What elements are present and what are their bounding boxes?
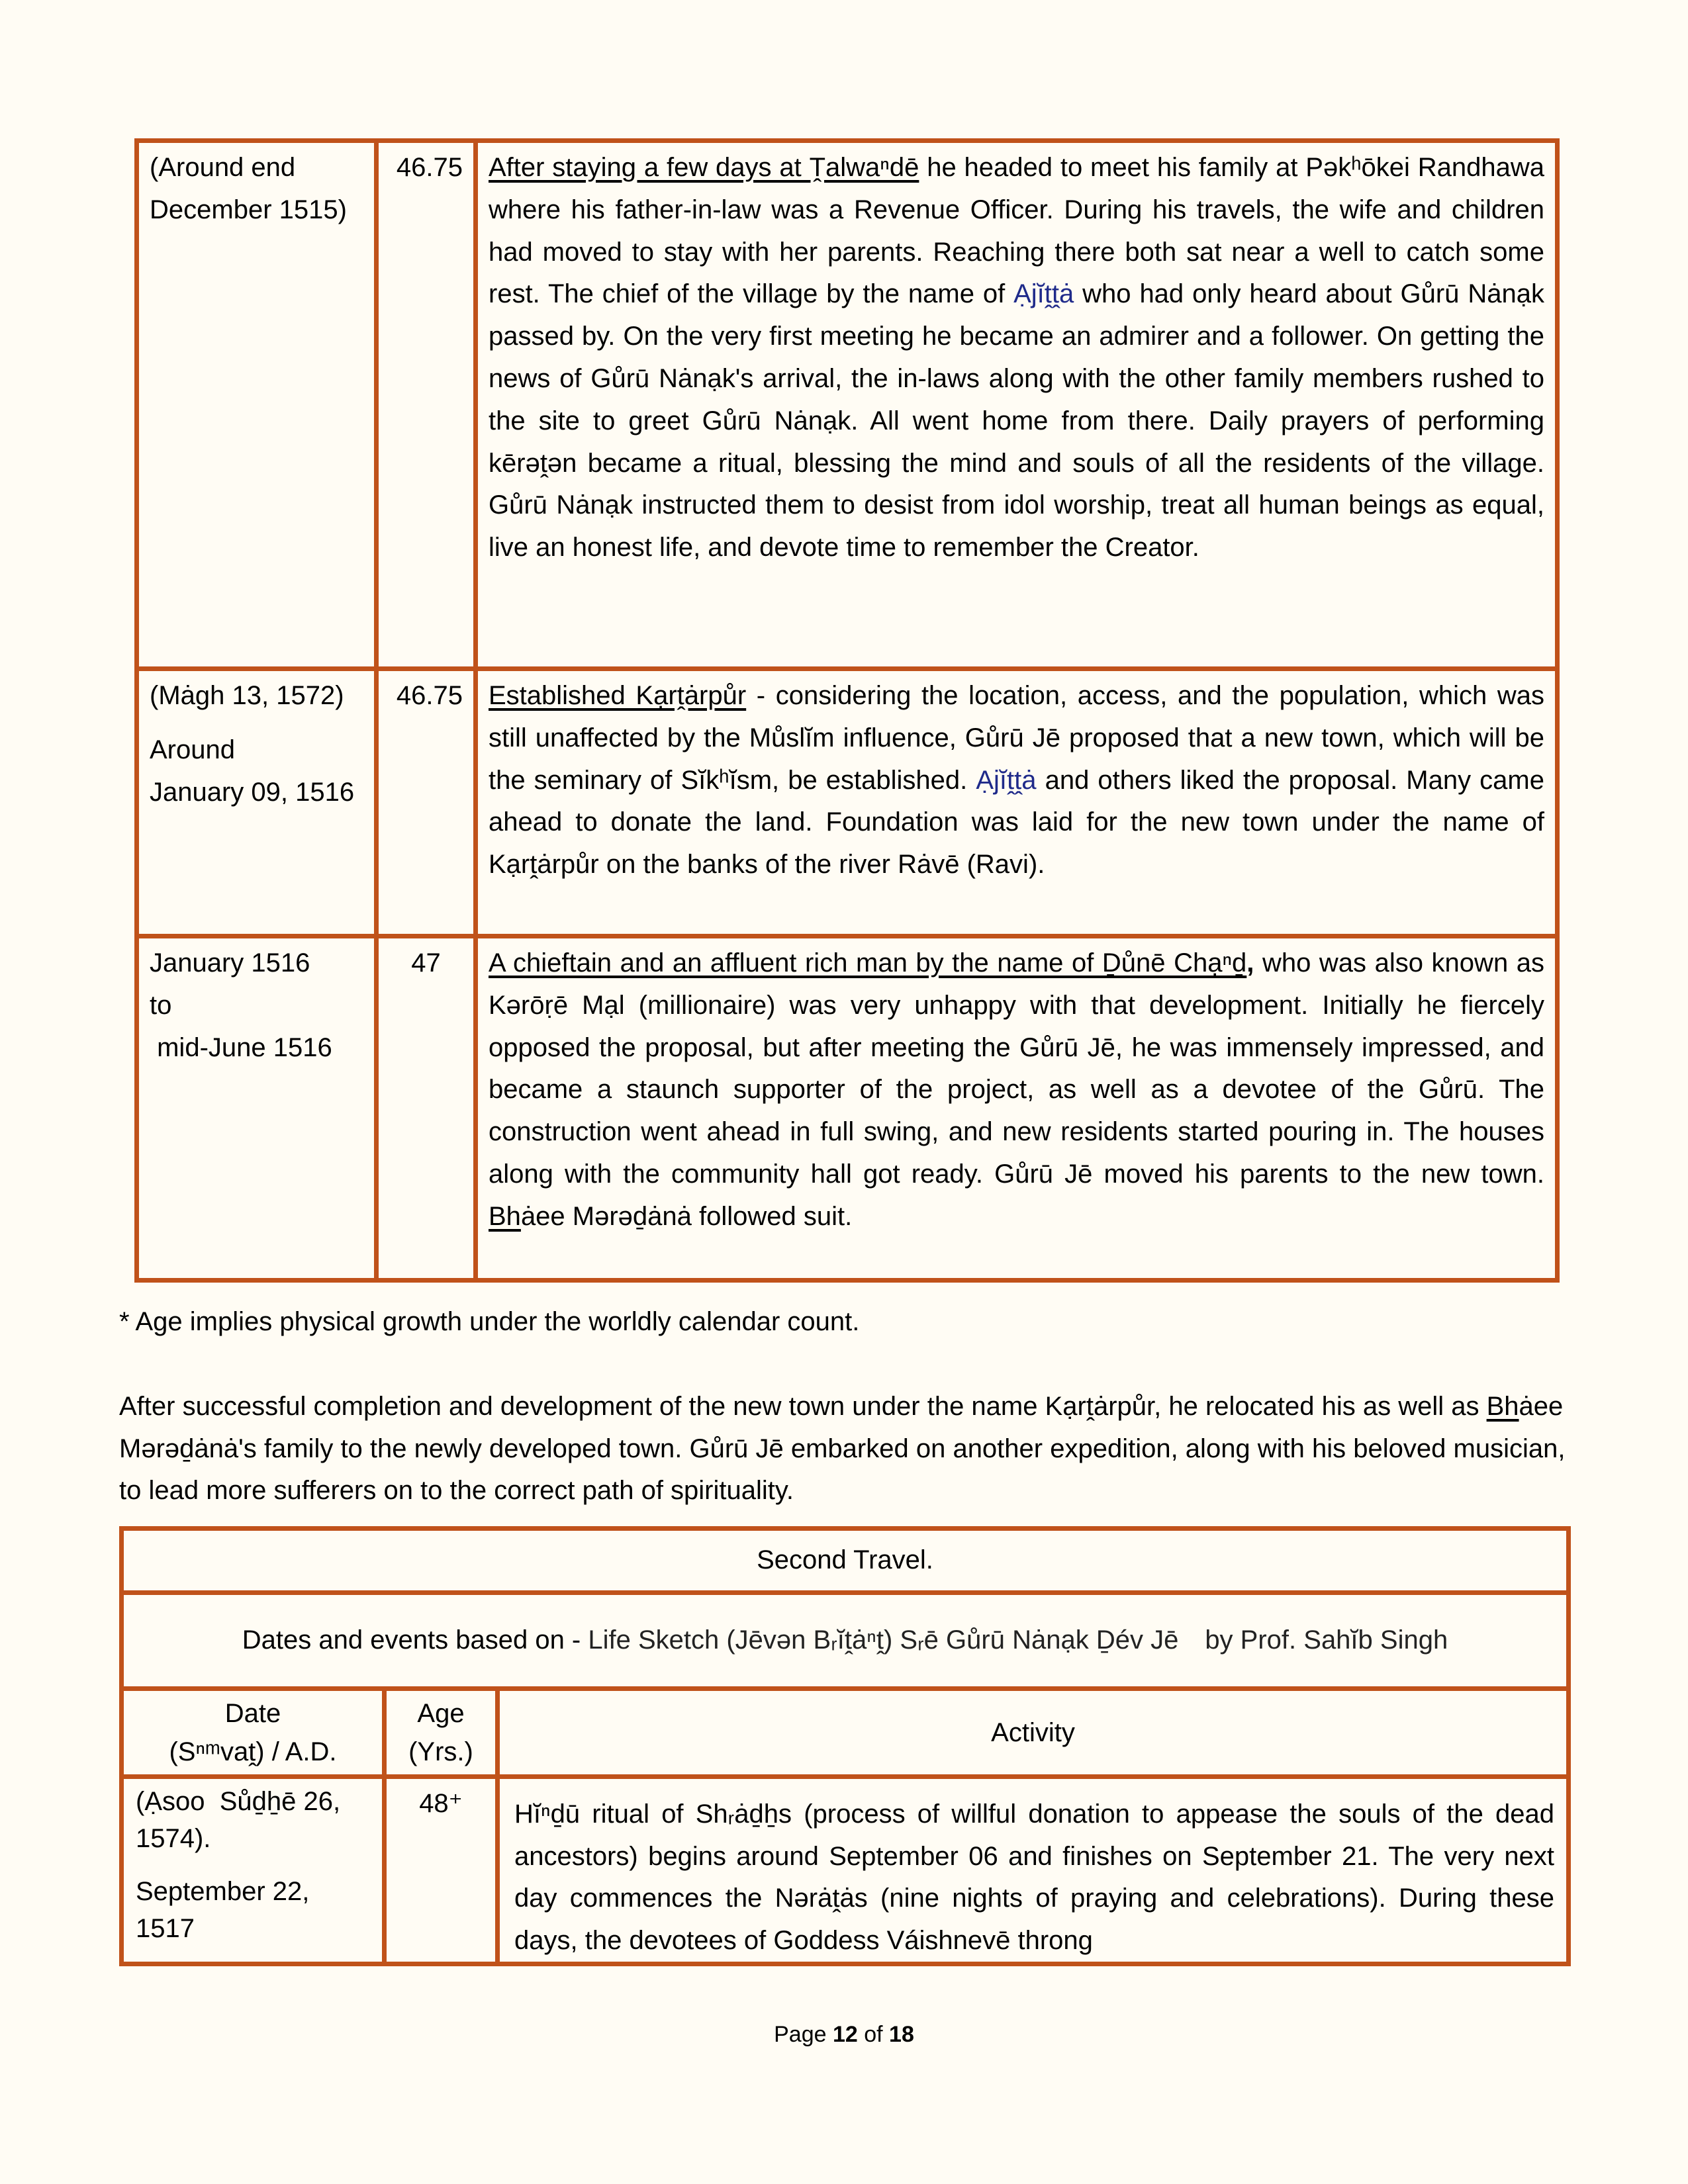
person-name-rest: ȧee Mərəḏȧnȧ — [119, 1392, 1564, 1463]
activity-text: who was also known as Kərōṛē Mạl (millionaire) was very unhappy with that development. Initially he fiercely opposed the proposal, but after meeting the Gůrū Jē, he was immensely impressed, and became a staunch supporter of the project, as well as a devotee of the Gůrū. The construction went ahead in full swing, and new residents started pouring in. The houses along with the community hall got ready. Gůrū Jē moved his parents to the new town. — [489, 948, 1544, 1189]
date-cell — [122, 1777, 385, 1964]
activity-heading-underlined: After staying a few days at Ṱalwaⁿdē — [489, 153, 919, 182]
person-name-highlight: Ạjĭṱṱȧ — [976, 765, 1037, 795]
activity-text: followed suit. — [691, 1201, 853, 1231]
date-line: (Ạsoo Sůḏẖē 26, — [136, 1787, 341, 1816]
date-line: mid-June 1516 — [150, 1032, 332, 1062]
source-author: by Prof. Sahĭb Singh — [1205, 1625, 1448, 1655]
age-cell: 48⁺ — [385, 1777, 498, 1964]
table-row — [137, 936, 1558, 1281]
header-line: Date — [224, 1699, 281, 1728]
age-cell: 46.75 — [377, 141, 476, 669]
date-cell — [137, 141, 377, 669]
age-cell: 46.75 — [377, 669, 476, 936]
column-header-date — [122, 1689, 385, 1777]
activity-text: who had only heard about Gůrū Nȧnạk passed by. On the very first meeting he became an admirer and a follower. On getting the news of Gůrū Nȧnạk's arrival, the in-laws along with the other family members rushed to the site to greet Gůrū Nȧnạk. All went home from there. Daily prayers of performing kērəṱən became a ritual, blessing the mind and souls of all the residents of the village. Gůrū Nȧnạk instructed them to desist from idol worship, treat all human beings as equal, live an honest life, and devote time to remember the Creator. — [489, 279, 1544, 563]
activity-text: and others liked the proposal. Many came ahead to donate the land. Foundation was laid for the new town under the name of Kạrṱȧrpůr on the banks of the river Rȧvē (Ravi). — [489, 765, 1544, 880]
source-citation — [122, 1593, 1569, 1689]
person-name-rest: ȧee Mərəḏȧnȧ — [520, 1201, 692, 1231]
body-paragraph — [119, 1386, 1572, 1512]
total-page-count: 18 — [889, 2022, 914, 2047]
column-header-age — [385, 1689, 498, 1777]
person-name-underlined-part: Bh — [489, 1201, 521, 1231]
activity-cell — [476, 141, 1558, 669]
table-title: Second Travel. — [122, 1529, 1569, 1593]
page-of-label: of — [857, 2022, 890, 2047]
table-title-row — [122, 1529, 1569, 1593]
date-line: (Mȧgh 13, 1572) — [150, 681, 344, 710]
date-line: 1574). — [136, 1824, 211, 1853]
table-row — [137, 141, 1558, 669]
table-row — [122, 1777, 1569, 1964]
date-line: (Around end — [150, 153, 296, 182]
date-line: Around — [150, 735, 235, 764]
paragraph-text: After successful completion and development of the new town under the name Kạrṱȧrpůr, he relocated his as well as — [119, 1392, 1487, 1421]
bold-comma: , — [1246, 948, 1254, 978]
date-line: 1517 — [136, 1914, 195, 1943]
timeline-table-second-travel — [119, 1526, 1571, 1966]
page-label: Page — [774, 2022, 833, 2047]
column-header-activity: Activity — [498, 1689, 1569, 1777]
age-footnote: * Age implies physical growth under the worldly calendar count. — [119, 1307, 860, 1336]
person-name-highlight: Ạjĭṱṱȧ — [1013, 279, 1074, 309]
age-cell: 47 — [377, 936, 476, 1281]
source-book-title: Life Sketch (Jēvən Bᵣĭṱȧⁿṱ) Sᵣē Gůrū Nȧnạk Ḏév Jē — [588, 1625, 1179, 1655]
activity-text: he headed to meet his family at Pəkʰōkei Randhawa where his father-in-law was a Revenue Officer. During his travels, the wife and children had moved to stay with her parents. Reaching there both sat near a well to catch some rest. The chief of the village by the name of — [489, 153, 1545, 309]
header-line: (Sⁿᵐvaṱ) / A.D. — [169, 1737, 337, 1766]
current-page-number: 12 — [832, 2022, 858, 2047]
date-cell — [137, 669, 377, 936]
date-cell — [137, 936, 377, 1281]
header-line: (Yrs.) — [408, 1737, 473, 1766]
activity-text: - considering the location, access, and the population, which was still unaffected by the Můslĭm influence, Gůrū Jē proposed that a new town, which will be the seminary of Sĭkʰĭsm, be established. — [489, 681, 1544, 795]
activity-cell — [476, 669, 1558, 936]
date-line: December 1515) — [150, 195, 347, 224]
table-source-row — [122, 1593, 1569, 1689]
table-header-row — [122, 1689, 1569, 1777]
source-prefix: Dates and events based on - — [242, 1625, 588, 1655]
person-name-underlined-part: Bh — [1486, 1392, 1519, 1421]
table-row — [137, 669, 1558, 936]
timeline-table-first-travel-continued — [134, 138, 1560, 1283]
activity-cell — [476, 936, 1558, 1281]
activity-cell: Hĭⁿḏū ritual of Shᵣȧḏẖs (process of willful donation to appease the souls of the dead ancestors) begins around September 06 and finishes on September 21. The very next day commences the Nərȧṱȧs (nine nights of praying and celebrations). During these days, the devotees of Goddess Váishnevē throng — [498, 1777, 1569, 1964]
activity-heading-underlined: A chieftain and an affluent rich man by the name of Ḏůnē Chạⁿḏ — [489, 948, 1247, 978]
page-footer — [0, 2022, 1688, 2048]
date-line: September 22, — [136, 1877, 310, 1906]
paragraph-text: 's family to the newly developed town. Gůrū Jē embarked on another expedition, along with his beloved musician, to lead more sufferers on to the correct path of spirituality. — [119, 1433, 1566, 1505]
date-line: to — [150, 990, 172, 1020]
date-line: January 1516 — [150, 948, 310, 978]
header-line: Age — [417, 1699, 465, 1728]
activity-heading-underlined: Established Kạrṱȧrpůr — [489, 681, 747, 710]
date-line: January 09, 1516 — [150, 777, 355, 807]
